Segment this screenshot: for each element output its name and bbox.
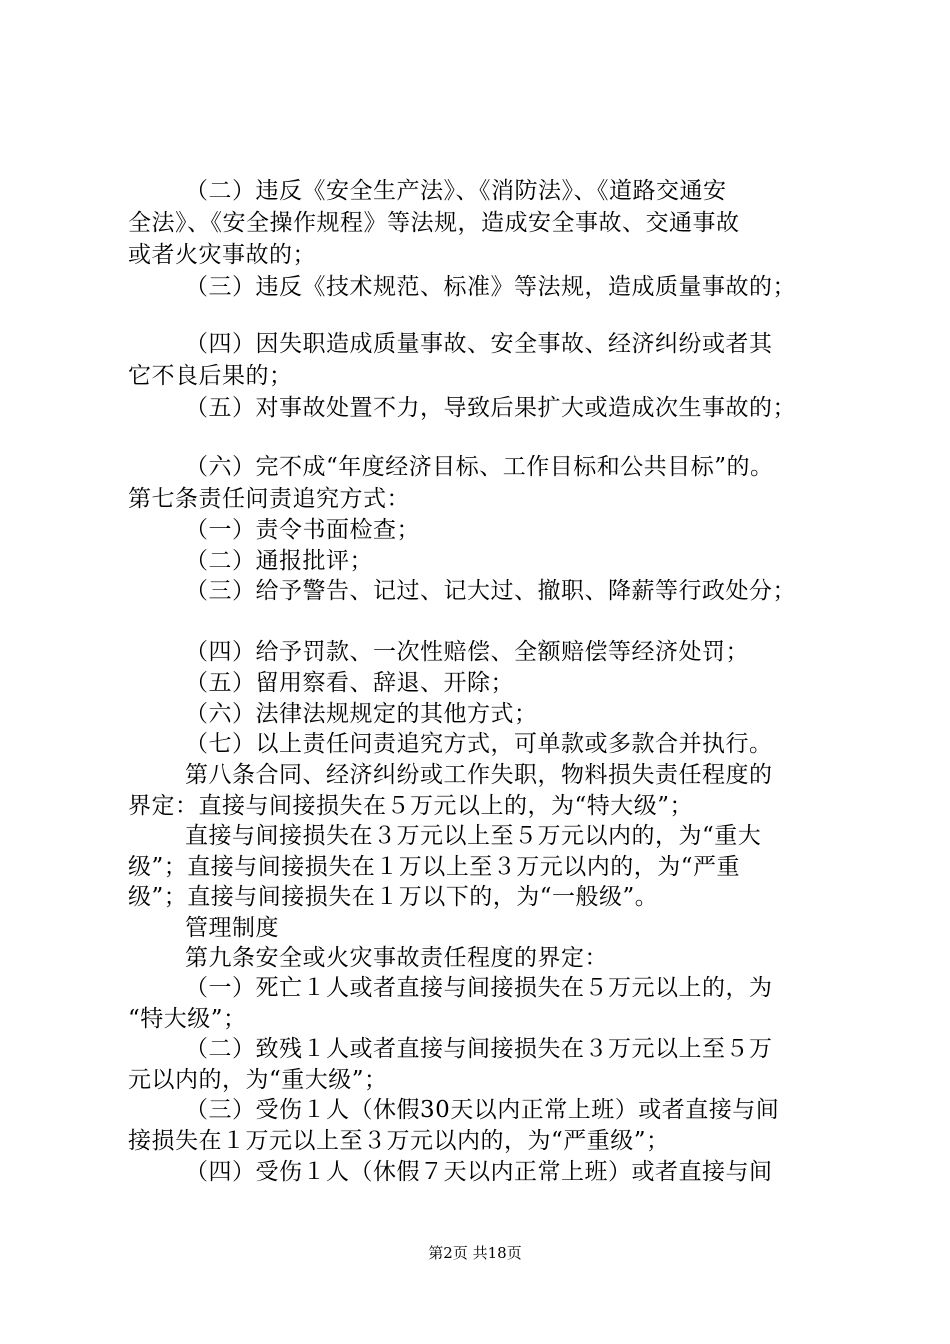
text-line: 第八条合同、经济纠纷或工作失职，物料损失责任程度的 <box>185 762 773 788</box>
text-line: “特大级”； <box>128 1006 247 1032</box>
section-heading: 管理制度 <box>185 915 279 941</box>
text-line: （四）因失职造成质量事故、安全事故、经济纠纷或者其 <box>185 331 773 357</box>
text-line: （五）对事故处置不力，导致后果扩大或造成次生事故的； <box>185 395 796 421</box>
text-line: （六）法律法规规定的其他方式； <box>185 701 538 727</box>
page-footer: 第2页 共18页 <box>428 1244 522 1262</box>
text-line: 接损失在１万元以上至３万元以内的，为“严重级”； <box>128 1128 670 1154</box>
text-line: 级”；直接与间接损失在１万以上至３万元以内的，为“严重 <box>128 854 741 880</box>
text-line: 第七条责任问责追究方式： <box>128 486 410 512</box>
text-line: （二）违反《安全生产法》、《消防法》、《道路交通安 <box>185 178 727 204</box>
text-line: （三）受伤１人（休假30天以内正常上班）或者直接与间 <box>185 1097 780 1123</box>
text-line: （三）给予警告、记过、记大过、撤职、降薪等行政处分； <box>185 578 796 604</box>
text-line: （四）受伤１人（休假７天以内正常上班）或者直接与间 <box>185 1159 773 1185</box>
text-line: （一）死亡１人或者直接与间接损失在５万元以上的，为 <box>185 975 773 1001</box>
text-line: 直接与间接损失在３万元以上至５万元以内的，为“重大 <box>185 823 762 849</box>
text-line: （七）以上责任问责追究方式，可单款或多款合并执行。 <box>185 731 773 757</box>
text-line: （二）致残１人或者直接与间接损失在３万元以上至５万 <box>185 1036 773 1062</box>
text-line: 级”；直接与间接损失在１万以下的，为“一般级”。 <box>128 884 659 910</box>
text-line: （四）给予罚款、一次性赔偿、全额赔偿等经济处罚； <box>185 639 749 665</box>
text-line: 元以内的，为“重大级”； <box>128 1067 388 1093</box>
text-line: （二）通报批评； <box>185 548 373 574</box>
text-line: 它不良后果的； <box>128 363 293 389</box>
text-line: （一）责令书面检查； <box>185 517 420 543</box>
text-line: （三）违反《技术规范、标准》等法规，造成质量事故的； <box>185 274 796 300</box>
text-line: 第九条安全或火灾事故责任程度的界定： <box>185 945 608 971</box>
text-line: （六）完不成“年度经济目标、工作目标和公共目标”的。 <box>185 454 774 480</box>
text-line: （五）留用察看、辞退、开除； <box>185 670 514 696</box>
text-line: 或者火灾事故的； <box>128 242 316 268</box>
text-line: 全法》、《安全操作规程》等法规，造成安全事故、交通事故 <box>128 210 740 236</box>
text-line: 界定：直接与间接损失在５万元以上的，为“特大级”； <box>128 793 694 819</box>
